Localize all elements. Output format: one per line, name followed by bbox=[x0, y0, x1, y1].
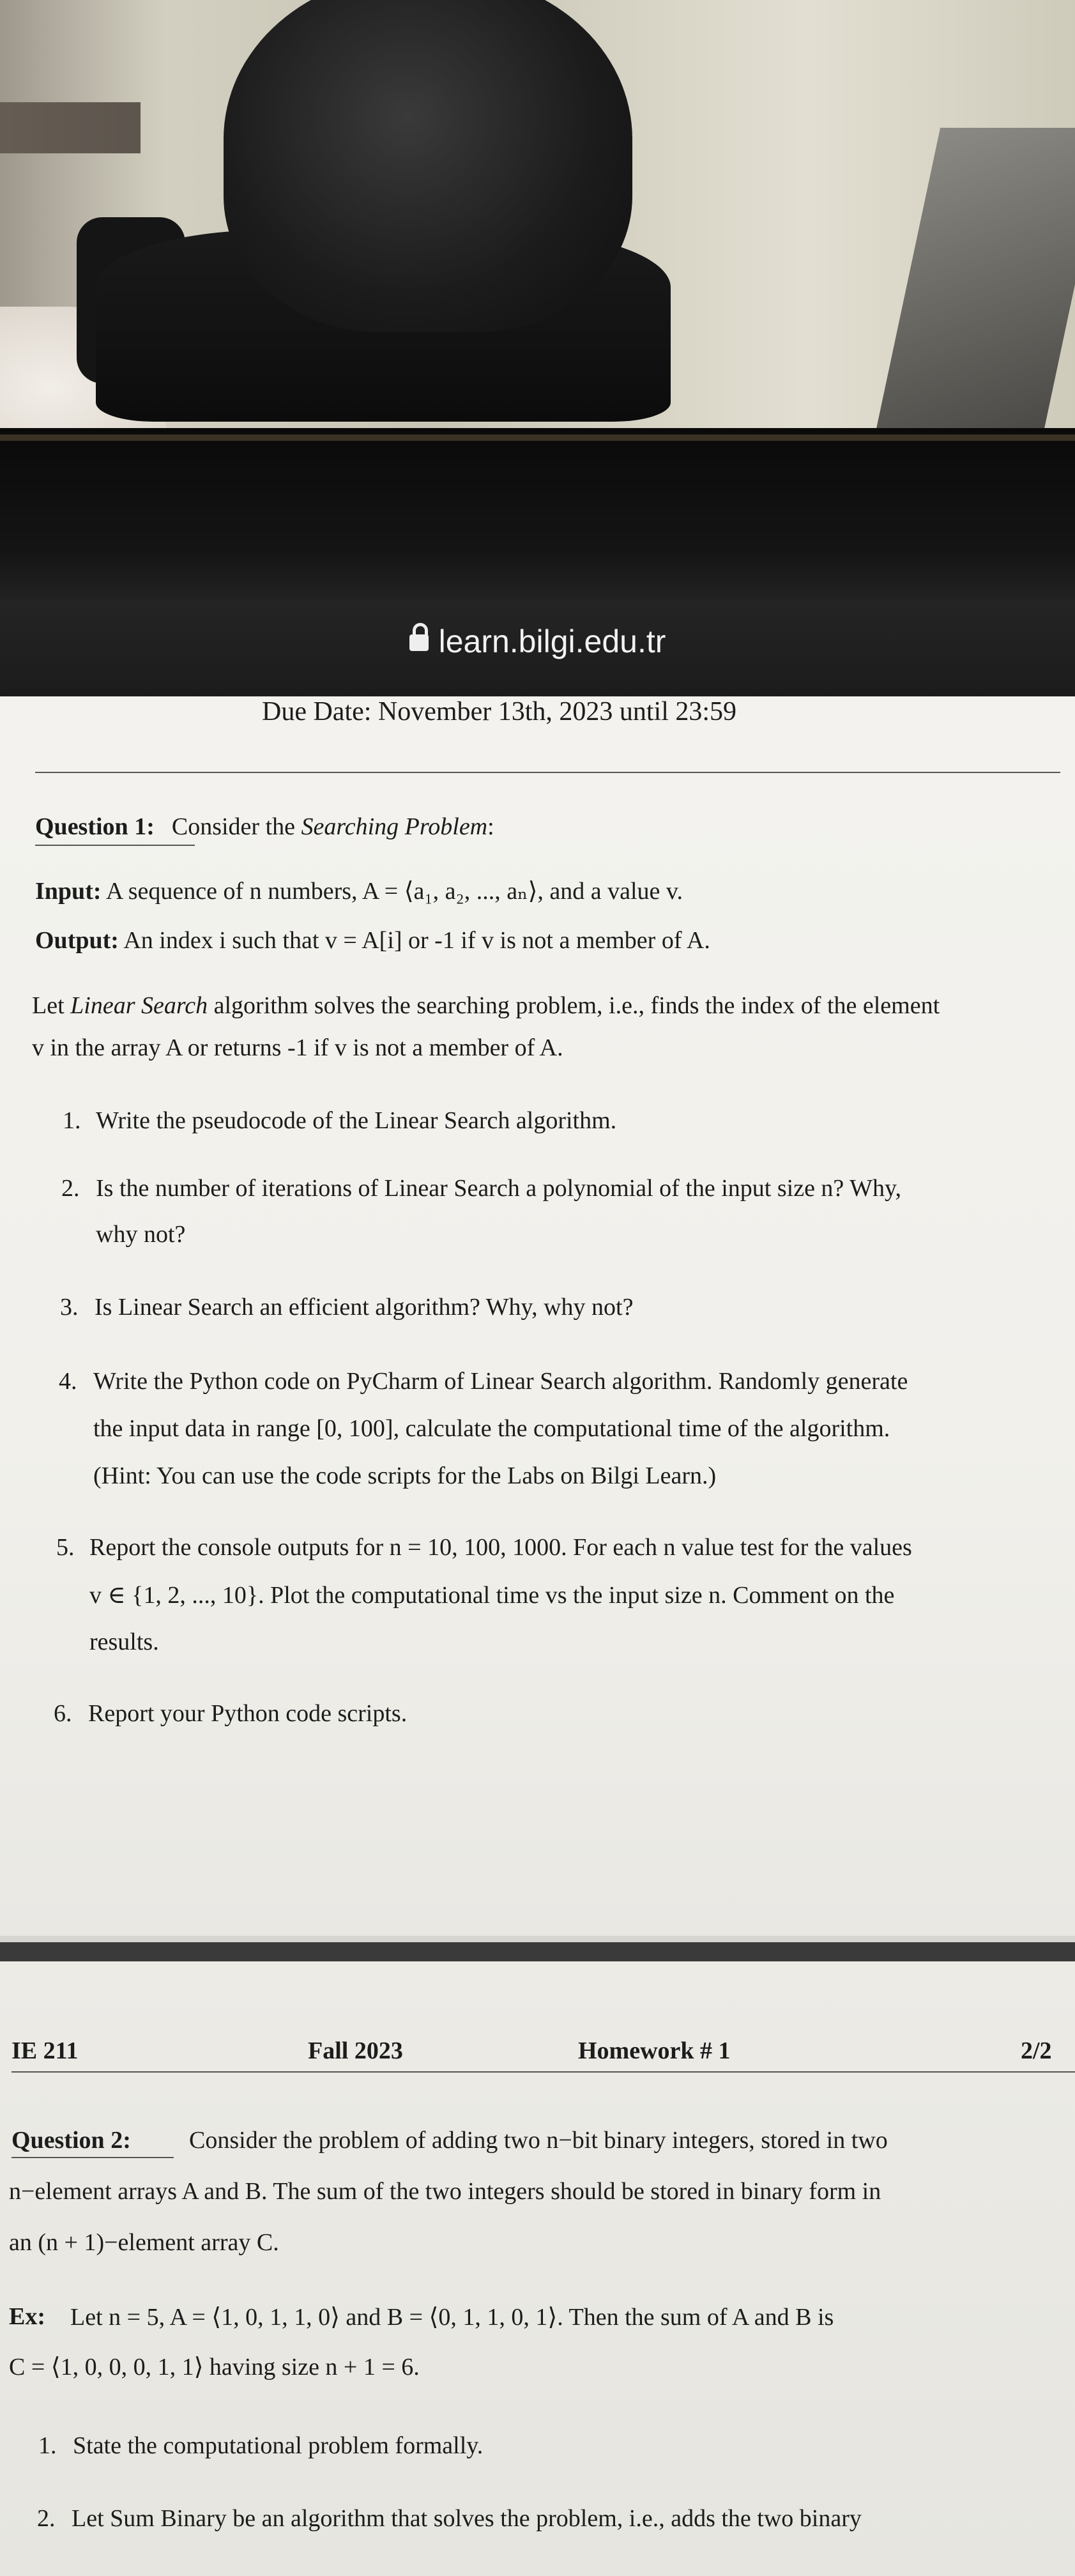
input-label: Input: bbox=[35, 878, 102, 905]
q1-item-5-num: 5. bbox=[56, 1534, 75, 1561]
q2-line-2: n−element arrays A and B. The sum of the two integers should be stored in binary form in bbox=[9, 2178, 881, 2205]
q2-underline bbox=[11, 2157, 174, 2158]
photo-background bbox=[0, 0, 1075, 441]
q1-item-5-line-2: v ∈ {1, 2, ..., 10}. Plot the computational time vs the input size n. Comment on the bbox=[89, 1582, 895, 1609]
page-gap bbox=[0, 1936, 1075, 1942]
q1-problem: Searching Problem bbox=[301, 813, 488, 840]
input-text: A sequence of n numbers, A = ⟨a₁, a₂, ..., aₙ⟩, and a value v. bbox=[105, 878, 683, 905]
header-rule bbox=[35, 772, 1060, 773]
q1-item-5-line-3: results. bbox=[89, 1629, 159, 1655]
q2-item-1-text: State the computational problem formally. bbox=[73, 2432, 484, 2459]
laptop-bezel bbox=[0, 428, 1075, 601]
q1-item-2-line-2: why not? bbox=[96, 1221, 186, 1248]
q1-item-4-num: 4. bbox=[59, 1368, 77, 1395]
q2-item-2-text: Let Sum Binary be an algorithm that solves the problem, i.e., adds the two binary bbox=[72, 2505, 862, 2532]
input-line bbox=[35, 877, 683, 905]
q2-item-1-num: 1. bbox=[38, 2432, 57, 2459]
q1-intro: Consider the bbox=[171, 813, 295, 840]
due-date: Due Date: November 13th, 2023 until 23:59 bbox=[262, 697, 737, 726]
q2-line-3: an (n + 1)−element array C. bbox=[9, 2229, 279, 2256]
page2-header-rule bbox=[11, 2071, 1075, 2073]
course-code: IE 211 bbox=[11, 2037, 79, 2064]
q1-item-4-line-2: the input data in range [0, 100], calculate the computational time of the algorithm. bbox=[93, 1415, 890, 1442]
ex-line-1: Let n = 5, A = ⟨1, 0, 1, 1, 0⟩ and B = ⟨0, 1, 1, 0, 1⟩. Then the sum of A and B is bbox=[70, 2304, 834, 2331]
q1-item-3-num: 3. bbox=[60, 1294, 79, 1321]
wall-object bbox=[874, 128, 1075, 441]
q1-item-3-line-1: Is Linear Search an efficient algorithm? Why, why not? bbox=[95, 1294, 634, 1321]
ex-line-2: C = ⟨1, 0, 0, 0, 1, 1⟩ having size n + 1 = 6. bbox=[9, 2354, 420, 2380]
document-page-2 bbox=[0, 1961, 1075, 2576]
output-line bbox=[35, 926, 710, 954]
page-number: 2/2 bbox=[1021, 2037, 1052, 2064]
let-prefix: Let bbox=[32, 992, 65, 1019]
ex-label: Ex: bbox=[9, 2303, 45, 2330]
q1-item-6-line-1: Report your Python code scripts. bbox=[88, 1700, 408, 1727]
q2-item-2-num: 2. bbox=[37, 2505, 56, 2532]
question-1-heading bbox=[35, 813, 494, 841]
q1-item-4-line-1: Write the Python code on PyCharm of Linear Search algorithm. Randomly generate bbox=[93, 1368, 908, 1395]
let-algo: Linear Search bbox=[70, 992, 208, 1019]
laptop-edge bbox=[0, 434, 1075, 441]
q2-line-1: Consider the problem of adding two n−bit binary integers, stored in two bbox=[189, 2127, 888, 2154]
q1-item-5-line-1: Report the console outputs for n = 10, 100, 1000. For each n value test for the values bbox=[89, 1534, 912, 1561]
q1-underline bbox=[35, 845, 195, 846]
q1-item-1-num: 1. bbox=[63, 1107, 81, 1134]
lock-icon bbox=[409, 634, 429, 651]
chair-back bbox=[224, 0, 632, 332]
let-rest: algorithm solves the searching problem, i.e., finds the index of the element bbox=[213, 992, 940, 1019]
q1-item-1-line-1: Write the pseudocode of the Linear Search algorithm. bbox=[96, 1107, 617, 1134]
q1-item-6-num: 6. bbox=[54, 1700, 72, 1727]
q1-title: Question 1: bbox=[35, 813, 155, 840]
document-page-1 bbox=[0, 696, 1075, 1942]
let-line-1 bbox=[32, 992, 940, 1020]
term: Fall 2023 bbox=[308, 2037, 403, 2064]
q1-item-2-line-1: Is the number of iterations of Linear Search a polynomial of the input size n? Why, bbox=[96, 1175, 902, 1202]
let-line-2: v in the array A or returns -1 if v is not a member of A. bbox=[32, 1034, 563, 1061]
q1-item-4-line-3: (Hint: You can use the code scripts for the Labs on Bilgi Learn.) bbox=[93, 1462, 717, 1489]
output-label: Output: bbox=[35, 927, 119, 954]
page-separator bbox=[0, 1942, 1075, 1961]
q2-title: Question 2: bbox=[11, 2127, 131, 2154]
address-bar[interactable] bbox=[0, 623, 1075, 660]
url-text: learn.bilgi.edu.tr bbox=[438, 624, 666, 659]
q1-colon: : bbox=[487, 813, 494, 840]
homework-title: Homework # 1 bbox=[578, 2037, 731, 2064]
output-text: An index i such that v = A[i] or -1 if v is not a member of A. bbox=[123, 927, 710, 954]
q1-item-2-num: 2. bbox=[61, 1175, 80, 1202]
